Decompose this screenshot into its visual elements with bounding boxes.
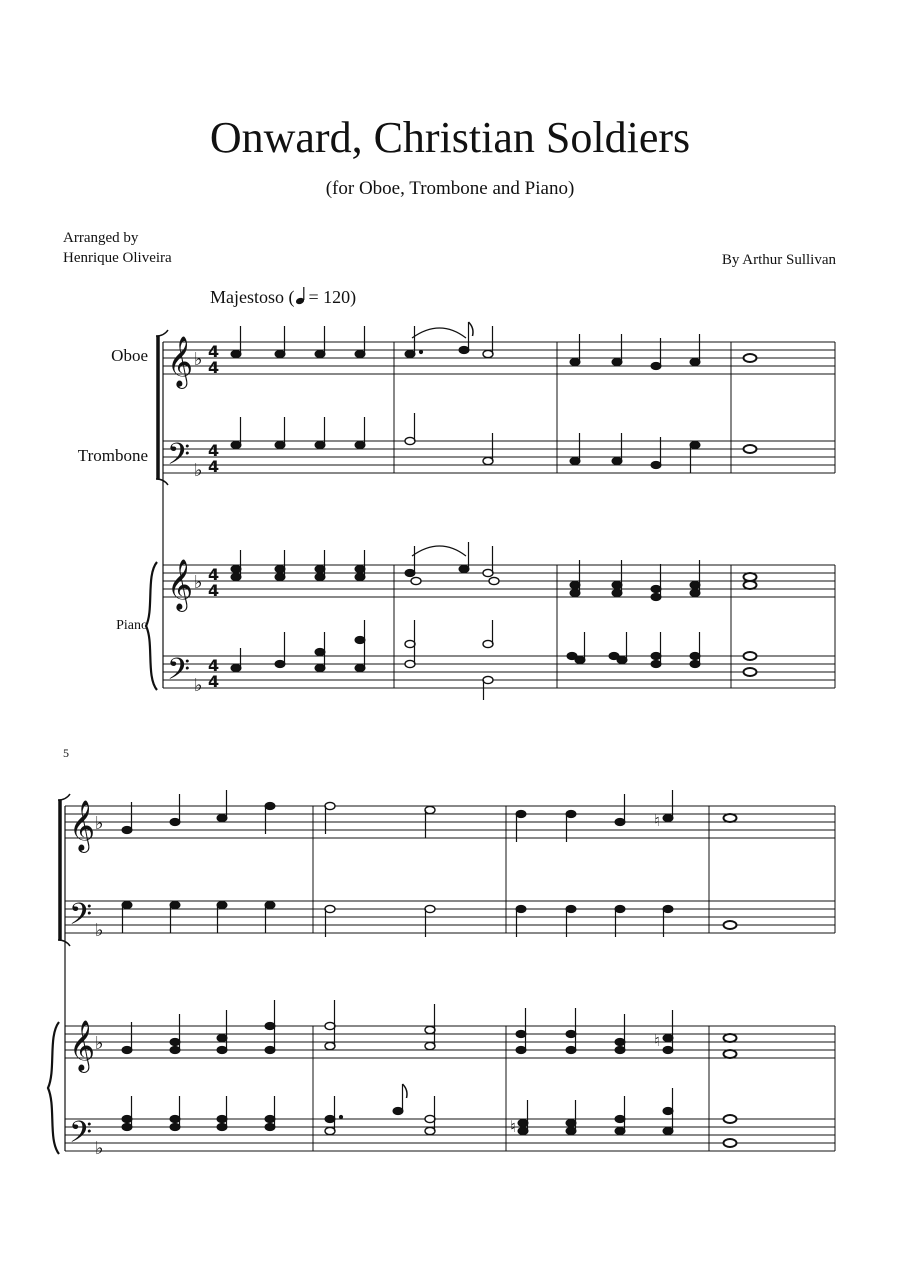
svg-text:4: 4 bbox=[208, 656, 220, 675]
notes-system-2 bbox=[122, 790, 737, 1147]
system-1 bbox=[146, 330, 835, 690]
bass-clef-icon: 𝄢 bbox=[167, 653, 191, 694]
measure-number: 5 bbox=[63, 746, 69, 760]
staff-trombone-1 bbox=[163, 441, 835, 473]
staff-piano-bass-2 bbox=[65, 1119, 835, 1151]
svg-text:𝄢: 𝄢 bbox=[69, 1116, 93, 1157]
label-piano: Piano bbox=[116, 618, 148, 633]
svg-text:♭: ♭ bbox=[95, 813, 104, 834]
svg-text:𝄢: 𝄢 bbox=[69, 898, 93, 939]
bass-clef-icon: 𝄢 bbox=[167, 438, 191, 479]
svg-text:♮: ♮ bbox=[510, 1117, 516, 1136]
notes-system-1 bbox=[231, 322, 757, 700]
treble-clef-icon: 𝄞 bbox=[167, 559, 194, 610]
score-title: Onward, Christian Soldiers bbox=[209, 113, 691, 162]
svg-text:♮: ♮ bbox=[654, 1031, 660, 1050]
staff-piano-bass-1 bbox=[163, 656, 835, 688]
staff-oboe-1 bbox=[163, 342, 835, 374]
trombone-m4 bbox=[744, 445, 757, 453]
svg-text:𝄞: 𝄞 bbox=[69, 1020, 96, 1071]
arranger-name: Henrique Oliveira bbox=[63, 250, 172, 266]
treble-clef-icon: 𝄞 bbox=[167, 336, 194, 387]
svg-text:4: 4 bbox=[208, 672, 220, 691]
score-subtitle: (for Oboe, Trombone and Piano) bbox=[325, 178, 575, 199]
system-2 bbox=[48, 794, 835, 1154]
flat-icon: ♭ bbox=[194, 349, 203, 370]
piano-brace bbox=[146, 562, 157, 690]
label-trombone: Trombone bbox=[77, 446, 148, 465]
label-oboe: Oboe bbox=[111, 346, 148, 365]
svg-text:♭: ♭ bbox=[95, 1033, 104, 1054]
svg-text:♮: ♮ bbox=[654, 811, 660, 830]
svg-text:4: 4 bbox=[208, 457, 220, 476]
svg-text:4: 4 bbox=[208, 581, 220, 600]
oboe-m2 bbox=[405, 322, 493, 358]
oboe-m4 bbox=[744, 354, 757, 362]
piano-rh-m2 bbox=[405, 542, 499, 585]
piano-rh-m3 bbox=[570, 560, 700, 601]
svg-text:♭: ♭ bbox=[95, 920, 104, 941]
piano-rh-m4 bbox=[744, 573, 757, 589]
arranger-label: Arranged by bbox=[63, 230, 139, 246]
svg-text:♭: ♭ bbox=[95, 1138, 104, 1159]
flat-icon: ♭ bbox=[194, 572, 203, 593]
staff-trombone-2 bbox=[65, 901, 835, 933]
svg-text:4: 4 bbox=[208, 441, 220, 460]
svg-text:4: 4 bbox=[208, 565, 220, 584]
composer-credit: By Arthur Sullivan bbox=[721, 252, 836, 268]
flat-icon: ♭ bbox=[194, 675, 203, 696]
piano-lh-m3 bbox=[567, 632, 700, 668]
trombone-m1 bbox=[231, 417, 365, 449]
svg-text:4: 4 bbox=[208, 358, 220, 377]
oboe-m3 bbox=[570, 334, 700, 370]
tempo-word: Majestoso ( bbox=[210, 287, 295, 307]
barlines-1 bbox=[394, 342, 835, 688]
svg-text:4: 4 bbox=[208, 342, 220, 361]
flat-icon: ♭ bbox=[194, 460, 203, 481]
trombone-m3 bbox=[570, 433, 700, 473]
svg-text:𝄞: 𝄞 bbox=[69, 800, 96, 851]
tempo-value: = 120) bbox=[308, 287, 357, 307]
